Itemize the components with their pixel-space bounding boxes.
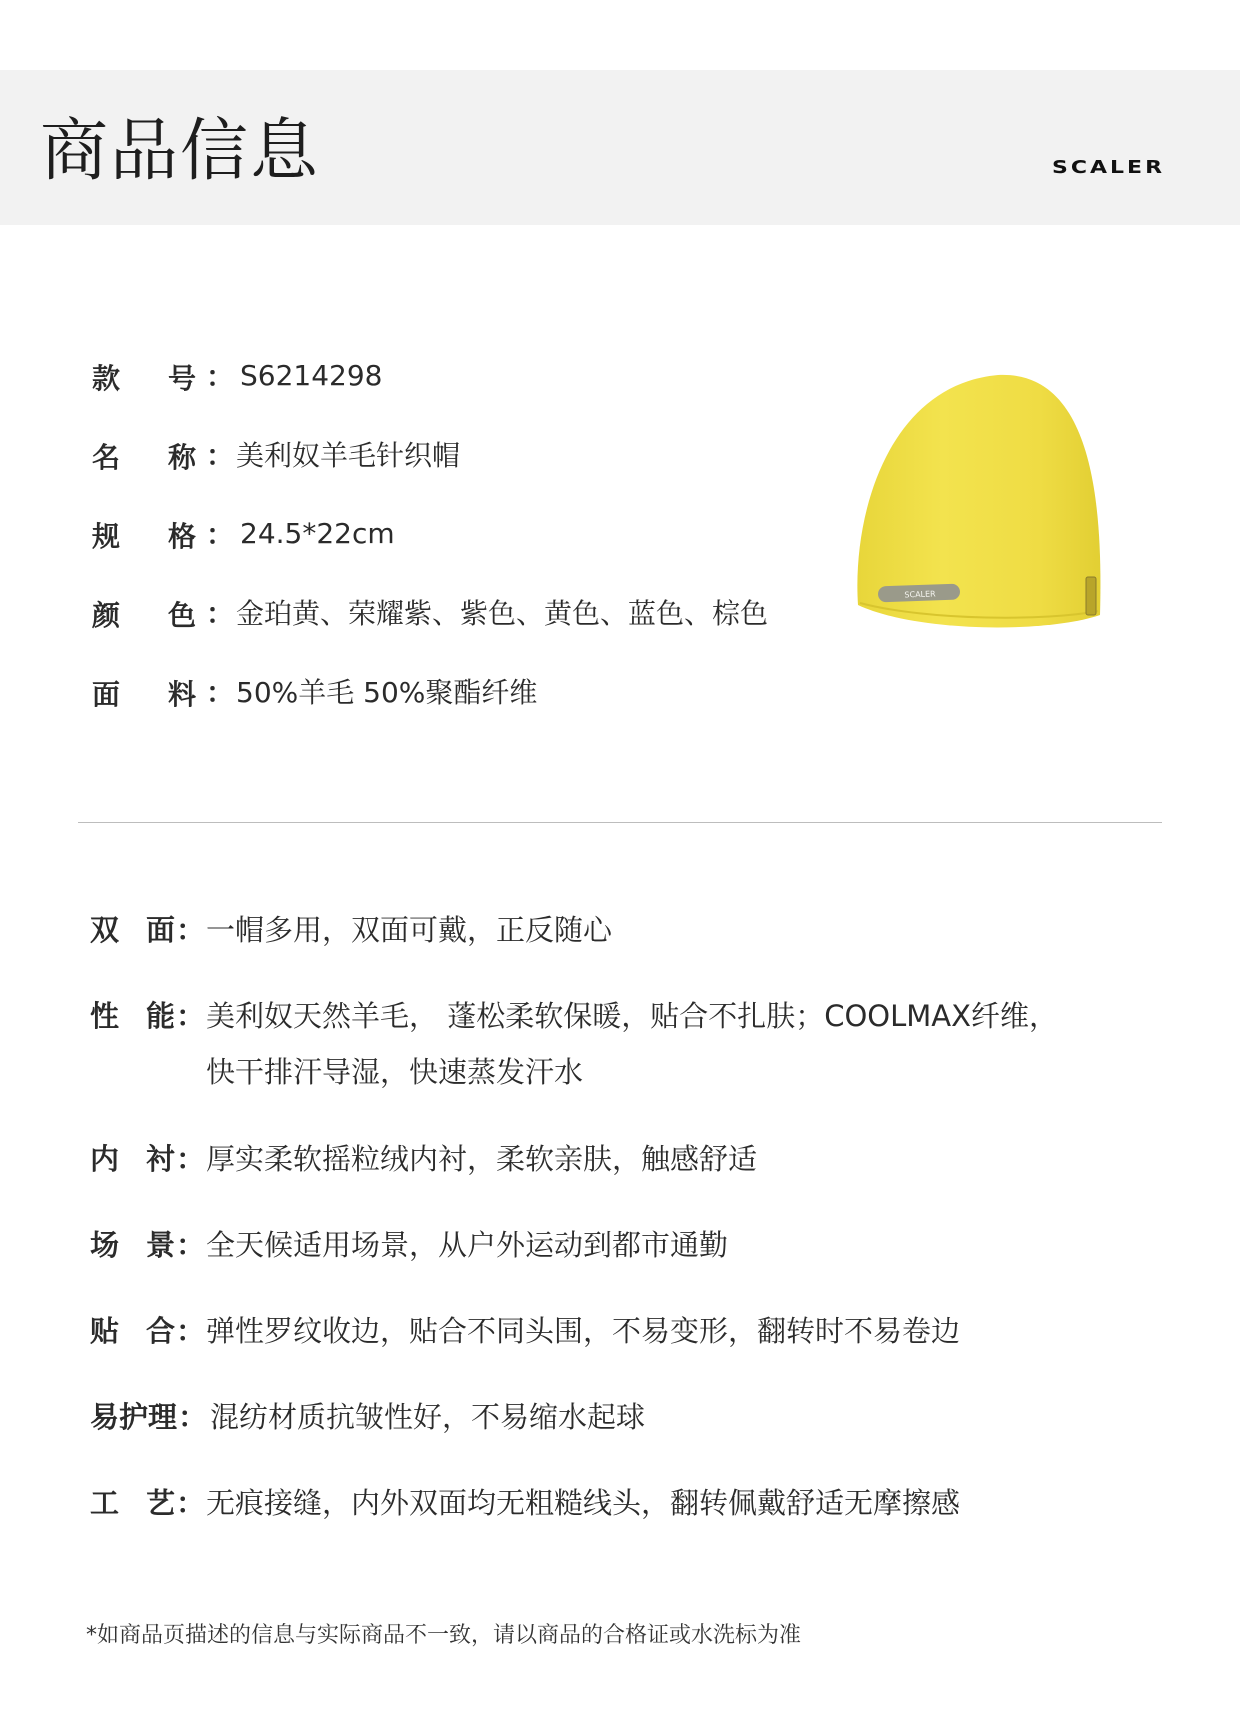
spec-value-style-number: S6214298 bbox=[240, 358, 383, 392]
spec-label-char: 号 bbox=[168, 362, 197, 395]
colon: ： bbox=[176, 999, 206, 1033]
feature-label bbox=[90, 1225, 210, 1265]
feature-label bbox=[90, 1311, 210, 1351]
spec-label bbox=[92, 434, 212, 474]
feature-label-char: 艺 bbox=[146, 1486, 176, 1520]
spec-label-char: 色 bbox=[168, 599, 197, 632]
spec-label-char: 料 bbox=[168, 678, 197, 711]
spec-label bbox=[92, 513, 212, 553]
colon: ： bbox=[176, 913, 206, 947]
feature-label-char: 双 bbox=[90, 913, 120, 947]
feature-value: 全天候适用场景，从户外运动到都市通勤 bbox=[206, 1228, 729, 1262]
spec-label-char: 面 bbox=[92, 678, 121, 711]
feature-value: 无痕接缝，内外双面均无粗糙线头，翻转佩戴舒适无摩擦感 bbox=[206, 1486, 961, 1520]
colon: ： bbox=[206, 360, 235, 393]
feature-label-text: 易护理 bbox=[90, 1400, 178, 1434]
feature-value: 美利奴天然羊毛， 蓬松柔软保暖，贴合不扎肤；COOLMAX纤维， bbox=[206, 999, 1059, 1033]
colon: ： bbox=[206, 518, 235, 551]
feature-label-char: 合 bbox=[146, 1314, 176, 1348]
colon: ： bbox=[206, 439, 235, 472]
page-title: 商品信息 bbox=[40, 112, 321, 191]
spec-row-size bbox=[92, 513, 395, 553]
side-tag bbox=[1086, 577, 1096, 615]
spec-label bbox=[92, 671, 212, 711]
feature-label bbox=[90, 1483, 210, 1523]
feature-value: 一帽多用，双面可戴，正反随心 bbox=[206, 913, 613, 947]
colon: ： bbox=[176, 1314, 206, 1348]
feature-label-char: 衬 bbox=[146, 1142, 176, 1176]
feature-label-char: 工 bbox=[90, 1486, 120, 1520]
feature-value-continued: 快干排汗导湿，快速蒸发汗水 bbox=[206, 1055, 584, 1089]
feature-label-char: 性 bbox=[90, 999, 120, 1033]
colon: ： bbox=[176, 1228, 206, 1262]
spec-label-char: 规 bbox=[92, 520, 121, 553]
spec-label bbox=[92, 355, 212, 395]
feature-value: 混纺材质抗皱性好，不易缩水起球 bbox=[210, 1400, 646, 1434]
spec-label-char: 称 bbox=[168, 441, 197, 474]
feature-label bbox=[90, 910, 210, 950]
feature-value: 弹性罗纹收边，贴合不同头围，不易变形，翻转时不易卷边 bbox=[206, 1314, 961, 1348]
feature-label-char: 景 bbox=[146, 1228, 176, 1262]
spec-value-color: 金珀黄、荣耀紫、紫色、黄色、蓝色、棕色 bbox=[236, 597, 769, 630]
feature-label bbox=[90, 996, 210, 1036]
spec-value-size: 24.5*22cm bbox=[240, 516, 395, 550]
colon: ： bbox=[176, 1142, 206, 1176]
feature-label-char: 贴 bbox=[90, 1314, 120, 1348]
feature-label-char: 场 bbox=[90, 1228, 120, 1262]
feature-label bbox=[90, 1139, 210, 1179]
colon: ： bbox=[206, 597, 235, 630]
spec-value-material: 50%羊毛 50%聚酯纤维 bbox=[236, 676, 538, 709]
feature-label-char: 能 bbox=[146, 999, 176, 1033]
feature-label bbox=[90, 1397, 210, 1437]
spec-row-color bbox=[92, 592, 768, 632]
spec-label-char: 格 bbox=[168, 520, 197, 553]
spec-label bbox=[92, 592, 212, 632]
feature-value: 厚实柔软摇粒绒内衬，柔软亲肤，触感舒适 bbox=[206, 1142, 758, 1176]
feature-label-char: 内 bbox=[90, 1142, 120, 1176]
spec-label-char: 颜 bbox=[92, 599, 121, 632]
spec-row-style-number bbox=[92, 355, 383, 395]
brand-logo: SCALER bbox=[1052, 158, 1166, 178]
feature-label-char: 面 bbox=[146, 913, 176, 947]
section-divider bbox=[78, 822, 1162, 823]
patch-text: SCALER bbox=[904, 589, 936, 600]
spec-row-material bbox=[92, 671, 537, 711]
colon: ： bbox=[176, 1486, 206, 1520]
spec-label-char: 名 bbox=[92, 441, 121, 474]
yellow-beanie-image bbox=[848, 365, 1128, 655]
spec-value-name: 美利奴羊毛针织帽 bbox=[236, 439, 461, 472]
header-band bbox=[0, 70, 1240, 225]
spec-row-name bbox=[92, 434, 460, 474]
spec-label-char: 款 bbox=[92, 362, 121, 395]
colon: ： bbox=[206, 676, 235, 709]
colon: ： bbox=[178, 1400, 208, 1434]
footnote: *如商品页描述的信息与实际商品不一致，请以商品的合格证或水洗标为准 bbox=[86, 1623, 802, 1648]
